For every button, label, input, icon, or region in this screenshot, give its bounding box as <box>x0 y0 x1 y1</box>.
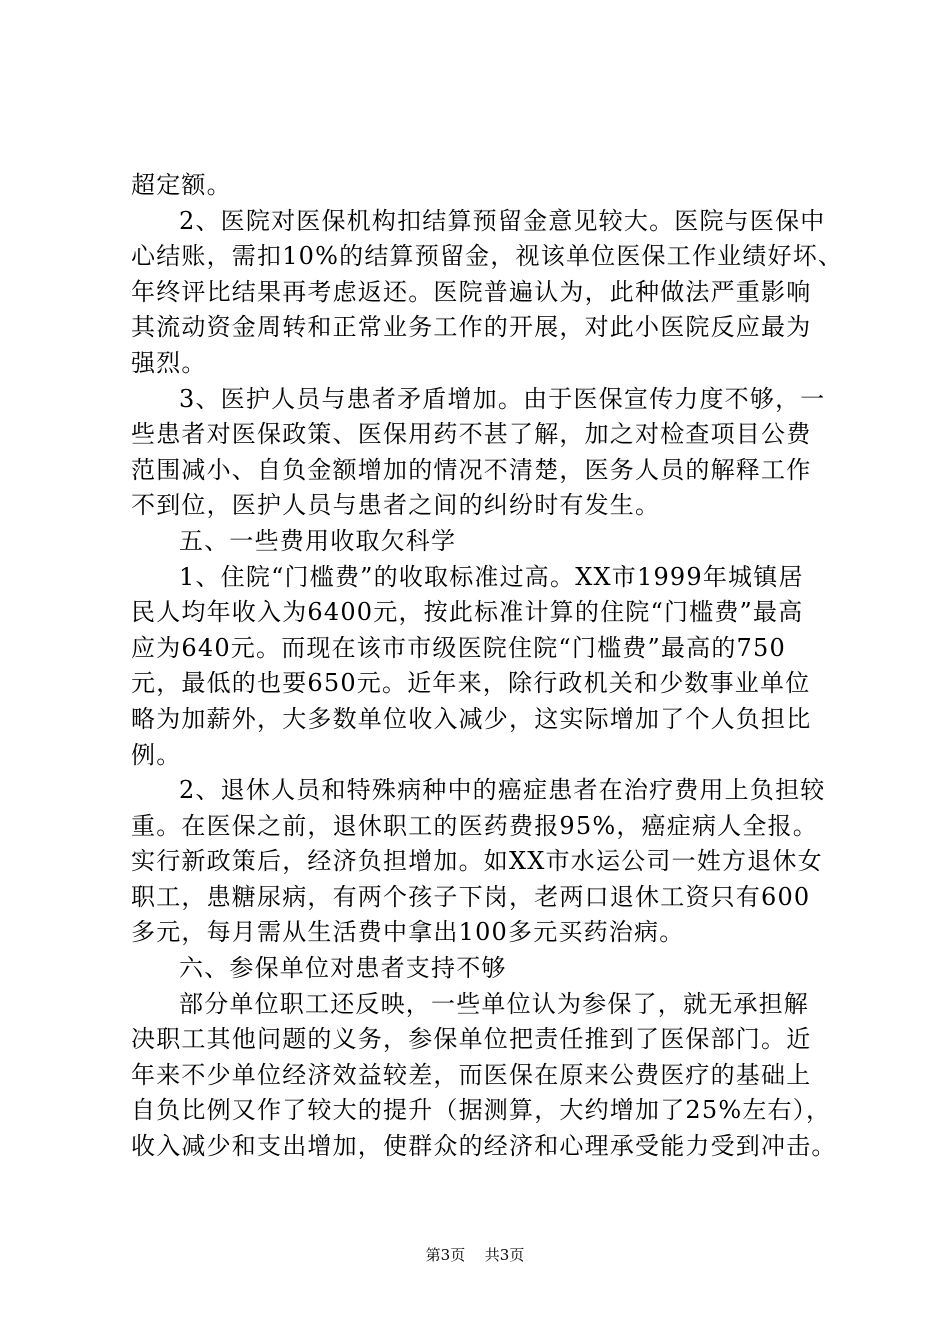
text-line: 心结账，需扣10%的结算预留金，视该单位医保工作业绩好坏、 <box>131 242 844 271</box>
text-line: 1、住院“门槛费”的收取标准过高。XX市1999年城镇居 <box>179 562 804 591</box>
page-footer <box>0 1245 950 1265</box>
text-line: 些患者对医保政策、医保用药不甚了解，加之对检查项目公费 <box>131 420 812 449</box>
section-heading: 五、一些费用收取欠科学 <box>179 526 457 555</box>
text-line: 收入减少和支出增加，使群众的经济和心理承受能力受到冲击。 <box>131 1132 837 1161</box>
text-line: 多元，每月需从生活费中拿出100多元买药治病。 <box>131 918 685 947</box>
text-line: 应为640元。而现在该市市级医院住院“门槛费”最高的750 <box>131 633 786 662</box>
text-line: 2、医院对医保机构扣结算预留金意见较大。医院与医保中 <box>179 206 826 235</box>
text-line: 3、医护人员与患者矛盾增加。由于医保宣传力度不够，一 <box>179 384 826 413</box>
text-line: 部分单位职工还反映，一些单位认为参保了，就无承担解 <box>179 989 809 1018</box>
text-line: 职工，患糖尿病，有两个孩子下岗，老两口退休工资只有600 <box>131 882 811 911</box>
text-line: 实行新政策后，经济负担增加。如XX市水运公司一姓方退休女 <box>131 847 823 876</box>
text-line: 年终评比结果再考虑返还。医院普遍认为，此种做法严重影响 <box>131 277 812 306</box>
text-line: 强烈。 <box>131 348 207 377</box>
page-total: 共3页 <box>484 1246 525 1264</box>
page-number: 第3页 <box>425 1246 466 1264</box>
text-line: 年来不少单位经济效益较差，而医保在原来公费医疗的基础上 <box>131 1060 812 1089</box>
text-line: 超定额。 <box>131 171 232 199</box>
text-line: 决职工其他问题的义务，参保单位把责任推到了医保部门。近 <box>131 1025 812 1054</box>
text-line: 元，最低的也要650元。近年来，除行政机关和少数事业单位 <box>131 669 811 698</box>
text-line: 重。在医保之前，退休职工的医药费报95%，癌症病人全报。 <box>131 811 818 840</box>
text-line: 其流动资金周转和正常业务工作的开展，对此小医院反应最为 <box>131 313 812 342</box>
text-line: 2、退休人员和特殊病种中的癌症患者在治疗费用上负担较 <box>179 776 826 805</box>
text-line: 自负比例又作了较大的提升（据测算，大约增加了25%左右）， <box>131 1096 832 1125</box>
document-body <box>131 168 844 1165</box>
text-line: 范围减小、自负金额增加的情况不清楚，医务人员的解释工作 <box>131 455 812 484</box>
text-line: 例。 <box>131 740 182 769</box>
text-line: 不到位，医护人员与患者之间的纠纷时有发生。 <box>131 491 661 520</box>
text-line: 略为加薪外，大多数单位收入减少，这实际增加了个人负担比 <box>131 704 812 733</box>
section-heading: 六、参保单位对患者支持不够 <box>179 954 507 983</box>
text-line: 民人均年收入为6400元，按此标准计算的住院“门槛费”最高 <box>131 598 804 627</box>
